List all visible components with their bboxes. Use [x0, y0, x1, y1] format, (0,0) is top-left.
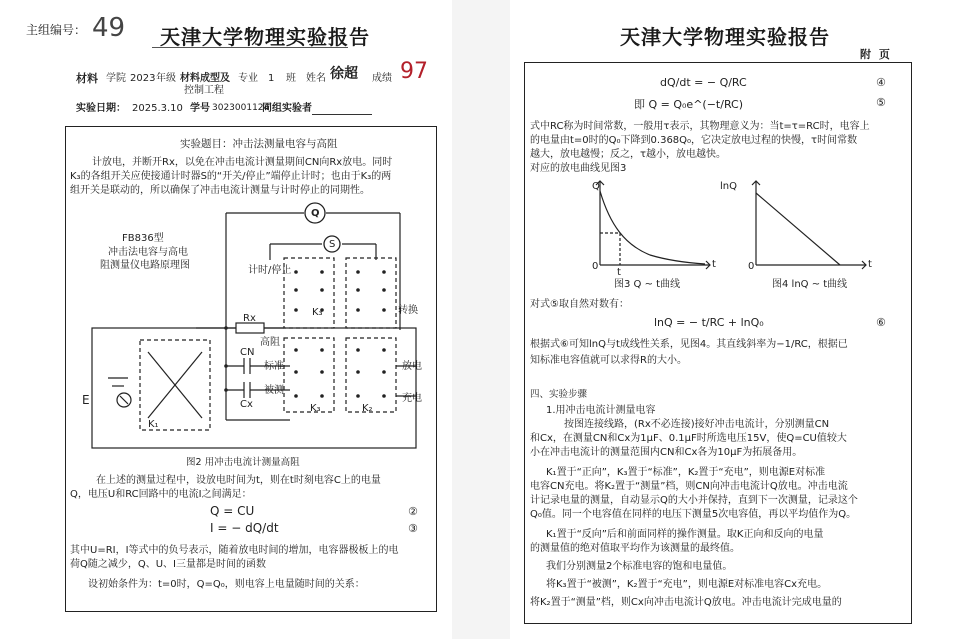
left-page — [0, 0, 452, 639]
para1-line-1: 在上述的测量过程中，设放电时间为t，则在t时刻电容C上的电量 — [96, 475, 381, 486]
step-line-11: 将K₃置于“被测”，K₂置于“充电”，则电源E对标准电容Cx充电。 — [546, 579, 828, 590]
date-label: 实验日期： — [76, 103, 126, 114]
id-label: 学号 — [190, 103, 210, 114]
figure-3-xlabel: t — [712, 259, 716, 270]
name-value: 徐超 — [330, 66, 358, 82]
appendix-label: 附 页 — [860, 48, 892, 61]
equation-6: lnQ = − t/RC + lnQ₀ — [654, 316, 764, 329]
school-value: 材料 — [76, 72, 98, 85]
group-number: 49 — [92, 13, 126, 43]
step-line-9: 的测量值的绝对值取平均作为该测量的最终值。 — [530, 543, 740, 554]
equation-5: 即 Q = Q₀e^(−t/RC) — [634, 98, 744, 111]
major-value: 材料成型及 — [180, 73, 230, 84]
date-value: 2025.3.10 — [132, 103, 183, 114]
circuit-model: FB836型 — [122, 233, 164, 244]
figure-2-caption: 图2 用冲击电流计测量高阻 — [186, 457, 300, 468]
para2-line-2: 荷Q随之减少，Q、U、I三量都是时间的函数 — [70, 559, 267, 570]
figure-4-ylabel: lnQ — [720, 181, 737, 192]
experiment-title: 实验题目：冲击法测量电容与高阻 — [180, 138, 338, 150]
figure-3-caption: 图3 Q ~ t曲线 — [614, 279, 681, 290]
right-para1-line-3: 越大，放电越慢；反之，τ越小，放电越快。 — [530, 149, 727, 160]
circuit-desc-2: 阻测量仪电路原理图 — [100, 260, 190, 271]
equation-4-number: ④ — [876, 76, 886, 89]
para2-line-3: 设初始条件为：t=0时，Q=Q₀，则电容上电量随时间的关系： — [88, 579, 365, 590]
figure-4-lnq-t-line — [736, 175, 886, 285]
grade-label: 年级 — [156, 73, 176, 84]
name-label: 姓名 — [306, 73, 326, 84]
group-number-label: 主组编号： — [26, 23, 87, 37]
label-e: E — [82, 393, 90, 407]
right-para1-line-2: 的电量由t=0时的Q₀下降到0.368Q₀，它决定放电过程的快慢，τ时间常数 — [530, 135, 858, 146]
label-cn: CN — [240, 347, 255, 358]
label-rx: Rx — [243, 313, 256, 324]
para2-line-1: 其中U=RI，I等式中的负号表示，随着放电时间的增加，电容器极板上的电 — [70, 545, 399, 556]
label-standard: 标准 — [264, 361, 284, 372]
score-value: 97 — [400, 59, 428, 84]
equation-3: I = − dQ/dt — [210, 521, 279, 535]
class-label: 班 — [286, 73, 296, 84]
step-line-5: 电容CN充电。将K₂置于“测量”档，则CN向冲击电流计Q放电。冲击电流 — [530, 481, 848, 492]
class-value: 1 — [268, 73, 275, 84]
equation-2: Q = CU — [210, 504, 255, 518]
circuit-desc-1: 冲击法电容与高电 — [108, 247, 188, 258]
partner-label: 同组实验者 — [262, 103, 312, 114]
label-k3-lower: K₃ — [310, 403, 321, 414]
step-line-10: 我们分别测量2个标准电容的饱和电量值。 — [546, 561, 733, 572]
equation-4: dQ/dt = − Q/RC — [660, 76, 747, 89]
figure-3-origin: 0 — [592, 261, 599, 272]
figure-3-ylabel: Q — [592, 181, 600, 192]
label-timing: 计时/停止 — [248, 265, 292, 276]
figure-4-origin: 0 — [748, 261, 755, 272]
equation-3-number: ③ — [408, 522, 418, 535]
label-charge: 充电 — [402, 393, 422, 404]
step-1-heading: 1.用冲击电流计测量电容 — [546, 405, 656, 416]
label-k3-upper: K₃ — [312, 307, 323, 318]
step-line-3: 小在冲击电流计的测量范围内CN和Cx各为10μF为拓展备用。 — [530, 447, 803, 458]
label-k1: K₁ — [148, 419, 159, 430]
id-value: 3023001124 — [212, 103, 270, 113]
right-para2-line-1: 根据式⑥可知lnQ与t成线性关系，见图4。其直线斜率为−1/RC，根据已 — [530, 339, 848, 350]
step-line-4: K₁置于“正向”，K₃置于“标准”，K₂置于“充电”，则电源E对标准 — [546, 467, 826, 478]
grade-value: 2023 — [130, 73, 156, 84]
step-line-2: 和Cx，在测量CN和Cx为1μF、0.1μF时所选电压15V，使Q=CU值较大 — [530, 433, 847, 444]
major-value-2: 控制工程 — [184, 85, 224, 96]
label-k2: K₂ — [362, 403, 373, 414]
score-label: 成绩 — [372, 73, 392, 84]
right-para1-line-4: 对应的放电曲线见图3 — [530, 163, 627, 174]
page-gutter — [452, 0, 510, 639]
school-label: 学院 — [106, 73, 126, 84]
label-convert: 转换 — [398, 305, 418, 316]
right-page — [510, 0, 960, 639]
timer-s: S — [329, 239, 336, 250]
figure-4-caption: 图4 lnQ ~ t曲线 — [772, 279, 848, 290]
step-line-8: K₁置于“反向”后和前面同样的操作测量。取K正向和反向的电量 — [546, 529, 824, 540]
label-tested: 被测 — [264, 385, 284, 396]
left-report-title: 天津大学物理实验报告 — [160, 25, 370, 49]
section-4-heading: 四、实验步骤 — [530, 389, 588, 400]
label-high-resistance: 高阻 — [260, 337, 280, 348]
right-report-title: 天津大学物理实验报告 — [620, 25, 830, 49]
figure-3-q-t-curve — [580, 175, 730, 285]
log-intro: 对式⑤取自然对数有： — [530, 299, 629, 310]
step-line-7: Q₀值。同一个电容值在同样的电压下测量5次电容值，再以平均值作为Q。 — [530, 509, 857, 520]
para1-line-2: Q，电压U和RC回路中的电流I之间满足： — [70, 489, 252, 500]
step-line-1: 按图连接线路，(Rx不必连接)接好冲击电流计，分别测量CN — [564, 419, 830, 430]
figure-3-tick: t — [617, 267, 621, 278]
equation-2-number: ② — [408, 505, 418, 518]
label-cx: Cx — [240, 399, 253, 410]
intro-line-1: 计放电，并断开Rx，以免在冲击电流计测量期间CN向Rx放电。同时 — [92, 157, 393, 168]
equation-6-number: ⑥ — [876, 316, 886, 329]
right-para1-line-1: 式中RC称为时间常数，一般用τ表示，其物理意义为：当t=τ=RC时，电容上 — [530, 121, 870, 132]
right-para2-line-2: 知标准电容值就可以求得R的大小。 — [530, 355, 687, 366]
intro-line-2: K₃的各组开关应使接通计时器S的“开关/停止”端停止计时；也由于K₃的两 — [70, 171, 392, 182]
figure-4-xlabel: t — [868, 259, 872, 270]
step-line-6: 计记录电量的测量，自动显示Q的大小并保持，直到下一次测量，记录这个 — [530, 495, 858, 506]
major-label: 专业 — [238, 73, 258, 84]
step-line-12: 将K₂置于“测量”档，则Cx向冲击电流计Q放电。冲击电流计完成电量的 — [530, 597, 842, 608]
label-discharge: 放电 — [402, 361, 422, 372]
galvanometer-q: Q — [311, 208, 320, 219]
intro-line-3: 组开关是联动的，所以确保了冲击电流计测量与计时停止的同期性。 — [70, 185, 370, 196]
equation-5-number: ⑤ — [876, 96, 886, 109]
